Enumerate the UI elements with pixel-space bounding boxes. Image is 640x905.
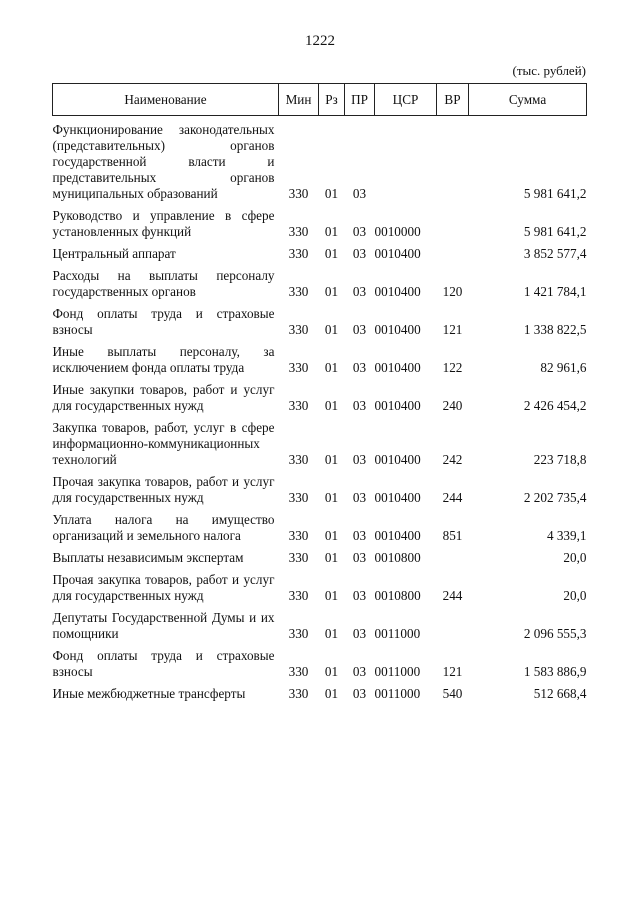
table-row — [53, 474, 587, 506]
row-sum: 512 668,4 — [533, 686, 587, 701]
row-csr: 0011000 — [374, 664, 421, 679]
row-csr: 0010400 — [374, 452, 421, 467]
row-min: 330 — [288, 322, 309, 337]
row-rz: 01 — [324, 284, 339, 299]
row-name: Фонд оплаты труда и страховые взносы — [52, 648, 275, 679]
row-name: Иные закупки товаров, работ и услуг для государственных нужд — [52, 382, 275, 413]
row-vr — [437, 550, 469, 566]
row-csr: 0011000 — [374, 686, 421, 701]
row-sum: 1 338 822,5 — [523, 322, 587, 337]
row-rz: 01 — [324, 360, 339, 375]
row-rz: 01 — [324, 664, 339, 679]
header-pr: ПР — [345, 84, 375, 116]
row-pr: 03 — [352, 664, 367, 679]
table-row — [53, 610, 587, 642]
row-vr: 120 — [442, 284, 463, 299]
table-row — [53, 268, 587, 300]
page-number: 1222 — [305, 33, 335, 49]
header-name: Наименование — [53, 84, 279, 116]
row-csr: 0010400 — [374, 490, 421, 505]
row-sum: 82 961,6 — [540, 360, 587, 375]
row-rz: 01 — [324, 246, 339, 261]
row-vr: 242 — [442, 452, 463, 467]
row-vr: 540 — [442, 686, 463, 701]
row-csr: 0010400 — [374, 284, 421, 299]
row-sum: 1 421 784,1 — [523, 284, 587, 299]
row-vr — [437, 208, 469, 240]
row-vr — [437, 610, 469, 642]
row-min: 330 — [288, 664, 309, 679]
row-pr: 03 — [352, 322, 367, 337]
row-pr: 03 — [352, 224, 367, 239]
row-name: Иные выплаты персоналу, за исключением фонда оплаты труда — [52, 344, 275, 375]
row-name: Депутаты Государственной Думы и их помощники — [52, 610, 275, 641]
row-vr: 851 — [442, 528, 463, 543]
row-min: 330 — [288, 550, 309, 565]
row-vr: 244 — [442, 588, 463, 603]
row-pr: 03 — [352, 186, 367, 201]
row-rz: 01 — [324, 528, 339, 543]
row-name: Выплаты независимым экспертам — [52, 550, 244, 565]
row-rz: 01 — [324, 452, 339, 467]
row-pr: 03 — [352, 490, 367, 505]
row-sum: 3 852 577,4 — [523, 246, 587, 261]
row-name: Расходы на выплаты персоналу государственных органов — [52, 268, 275, 299]
row-min: 330 — [288, 452, 309, 467]
row-vr: 121 — [442, 664, 463, 679]
row-pr: 03 — [352, 284, 367, 299]
table-row — [53, 648, 587, 680]
row-sum: 20,0 — [563, 588, 587, 603]
row-name: Иные межбюджетные трансферты — [52, 686, 246, 701]
header-csr: ЦСР — [375, 84, 437, 116]
row-min: 330 — [288, 490, 309, 505]
units-label: (тыс. рублей) — [512, 63, 586, 78]
row-csr: 0010800 — [374, 550, 421, 565]
row-csr: 0010800 — [374, 588, 421, 603]
table-row — [53, 246, 587, 262]
row-name: Уплата налога на имущество организаций и земельного налога — [52, 512, 275, 543]
row-sum: 1 583 886,9 — [523, 664, 587, 679]
row-rz: 01 — [324, 224, 339, 239]
header-rz: Рз — [319, 84, 345, 116]
table-row — [53, 382, 587, 414]
row-pr: 03 — [352, 398, 367, 413]
table-header-row — [53, 84, 587, 116]
row-vr: 244 — [442, 490, 463, 505]
row-pr: 03 — [352, 452, 367, 467]
table-row — [53, 122, 587, 202]
row-rz: 01 — [324, 322, 339, 337]
table-row — [53, 686, 587, 702]
row-sum: 4 339,1 — [546, 528, 587, 543]
row-min: 330 — [288, 626, 309, 641]
row-min: 330 — [288, 186, 309, 201]
table-row — [53, 208, 587, 240]
header-min: Мин — [279, 84, 319, 116]
table-row — [53, 550, 587, 566]
row-sum: 2 096 555,3 — [523, 626, 587, 641]
row-vr: 121 — [442, 322, 463, 337]
row-csr: 0010400 — [374, 246, 421, 261]
row-csr: 0010400 — [374, 528, 421, 543]
row-pr: 03 — [352, 528, 367, 543]
table-row — [53, 572, 587, 604]
row-min: 330 — [288, 284, 309, 299]
row-rz: 01 — [324, 550, 339, 565]
row-sum: 223 718,8 — [533, 452, 587, 467]
row-csr: 0010400 — [374, 360, 421, 375]
row-min: 330 — [288, 224, 309, 239]
row-csr: 0010400 — [374, 398, 421, 413]
table-row — [53, 420, 587, 468]
row-pr: 03 — [352, 550, 367, 565]
row-vr — [437, 122, 469, 202]
row-sum: 5 981 641,2 — [523, 186, 587, 201]
row-pr: 03 — [352, 588, 367, 603]
row-rz: 01 — [324, 186, 339, 201]
table-body — [53, 116, 587, 703]
header-vr: ВР — [437, 84, 469, 116]
row-vr — [437, 246, 469, 262]
row-name: Центральный аппарат — [52, 246, 176, 261]
row-csr: 0011000 — [374, 626, 421, 641]
row-name: Функционирование законодательных (представительных) органов государственной власти и представительных органов муниципальных образований — [52, 122, 275, 201]
row-csr — [375, 122, 437, 202]
row-pr: 03 — [352, 360, 367, 375]
row-vr: 122 — [442, 360, 463, 375]
budget-table — [52, 83, 587, 702]
row-rz: 01 — [324, 398, 339, 413]
row-rz: 01 — [324, 626, 339, 641]
row-rz: 01 — [324, 588, 339, 603]
row-name: Фонд оплаты труда и страховые взносы — [52, 306, 275, 337]
row-sum: 2 426 454,2 — [523, 398, 587, 413]
table-row — [53, 344, 587, 376]
row-name: Закупка товаров, работ, услуг в сфере информационно-коммуникационных технологий — [52, 420, 275, 467]
row-min: 330 — [288, 246, 309, 261]
row-min: 330 — [288, 588, 309, 603]
row-min: 330 — [288, 528, 309, 543]
row-sum: 20,0 — [563, 550, 587, 565]
row-min: 330 — [288, 398, 309, 413]
row-name: Прочая закупка товаров, работ и услуг для государственных нужд — [52, 474, 275, 505]
row-sum: 2 202 735,4 — [523, 490, 587, 505]
row-min: 330 — [288, 360, 309, 375]
header-sum: Сумма — [469, 84, 587, 116]
row-csr: 0010000 — [374, 224, 421, 239]
row-pr: 03 — [352, 246, 367, 261]
row-rz: 01 — [324, 490, 339, 505]
row-min: 330 — [288, 686, 309, 701]
table-row — [53, 512, 587, 544]
row-csr: 0010400 — [374, 322, 421, 337]
row-name: Руководство и управление в сфере установленных функций — [52, 208, 275, 239]
row-pr: 03 — [352, 626, 367, 641]
row-vr: 240 — [442, 398, 463, 413]
row-sum: 5 981 641,2 — [523, 224, 587, 239]
row-name: Прочая закупка товаров, работ и услуг для государственных нужд — [52, 572, 275, 603]
table-row — [53, 306, 587, 338]
row-rz: 01 — [324, 686, 339, 701]
row-pr: 03 — [352, 686, 367, 701]
